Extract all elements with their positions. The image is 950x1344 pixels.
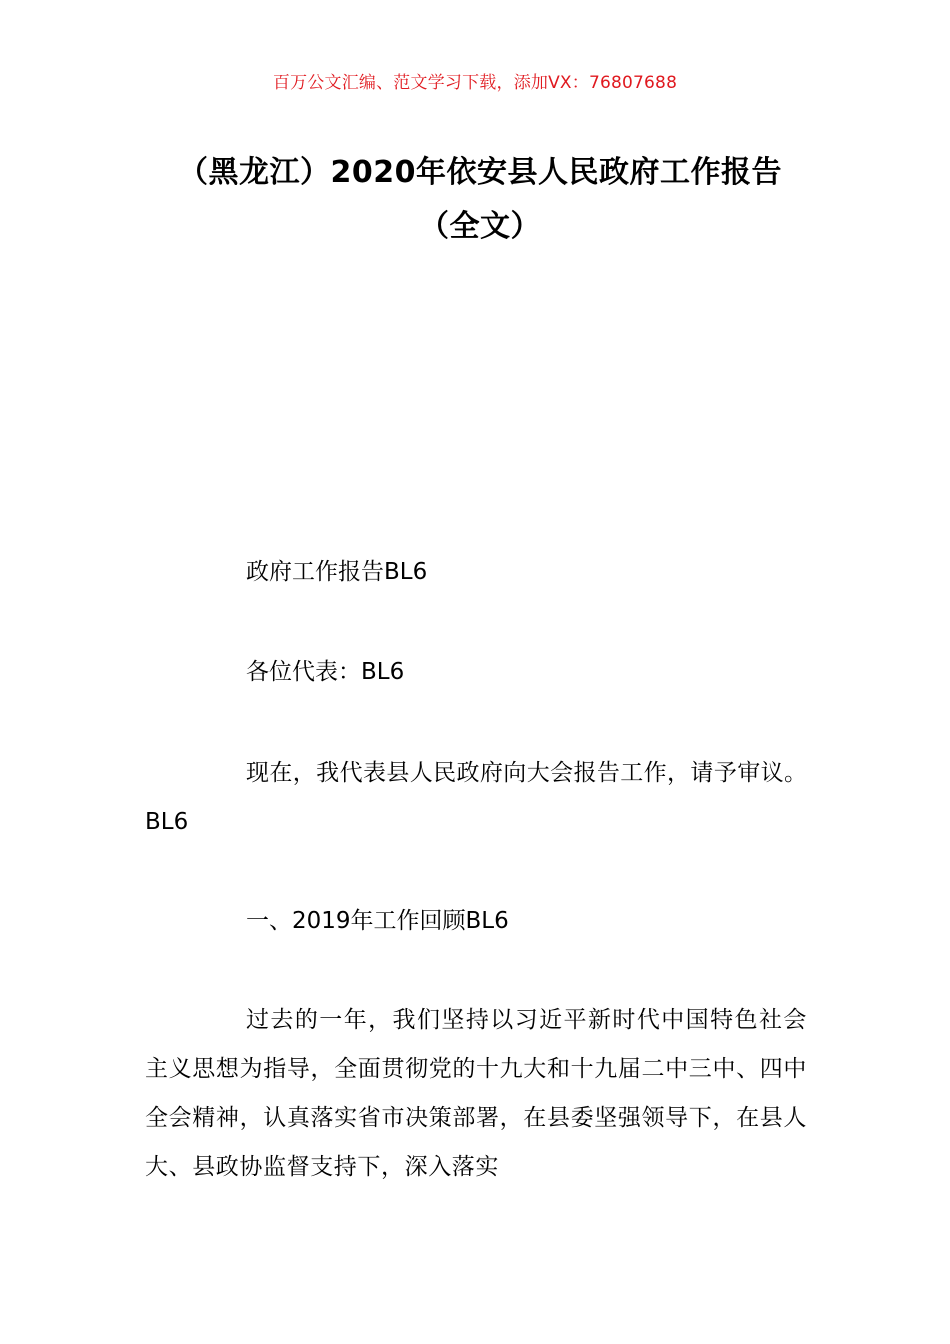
section-heading-review: 一、2019年工作回顾BL6 — [246, 908, 509, 934]
header-note: 百万公文汇编、范文学习下载，添加VX：76807688 — [272, 73, 678, 93]
paragraph-report-label: 政府工作报告BL6 — [246, 559, 428, 585]
paragraph-review-body: 过去的一年，我们坚持以习近平新时代中国特色社会主义思想为指导，全面贯彻党的十九大和十九届二中三中、四中全会精神，认真落实省市决策部署，在县委坚强领导下，在县人大、县政协监督支持下，深入落实 — [145, 1007, 807, 1180]
document-title: （黑龙江）2020年依安县人民政府工作报告（全文） — [178, 155, 782, 244]
paragraph-salutation: 各位代表：BL6 — [246, 659, 405, 685]
paragraph-intro: 现在，我代表县人民政府向大会报告工作，请予审议。BL6 — [145, 760, 807, 835]
